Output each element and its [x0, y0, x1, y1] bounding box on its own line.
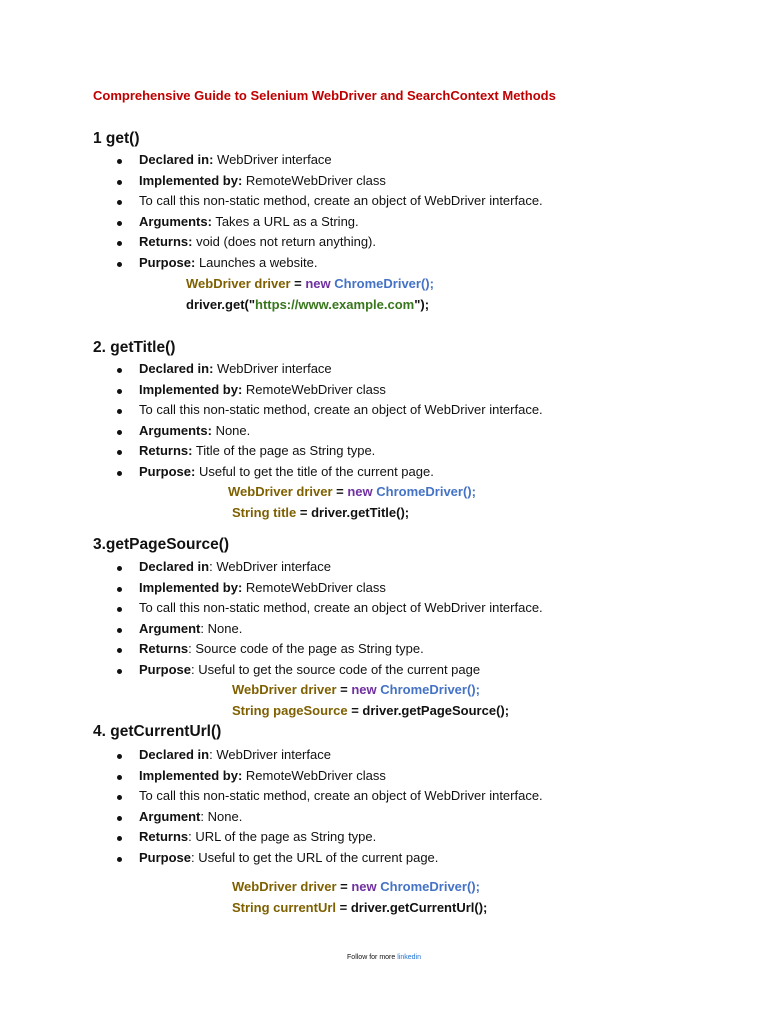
bullet-icon — [117, 221, 122, 226]
item-label: Declared in — [139, 747, 210, 762]
item-label: Purpose: — [139, 255, 196, 270]
item-label: Argument — [139, 809, 201, 824]
bullet-icon — [117, 566, 122, 571]
linkedin-link[interactable]: linkedin — [397, 954, 421, 961]
bullet-icon — [117, 450, 122, 455]
item-label: Implemented by: — [139, 768, 243, 783]
bullet-icon — [117, 262, 122, 267]
footer-text: Follow for more — [347, 954, 398, 961]
code-line — [232, 900, 487, 915]
item-value: : Useful to get the URL of the current page. — [191, 850, 439, 865]
item-label: Implemented by: — [139, 580, 243, 595]
code-token: driver.getTitle(); — [311, 505, 410, 520]
code-token: = — [290, 276, 306, 291]
code-line — [186, 297, 429, 312]
code-token: https://www.example.com — [255, 297, 415, 312]
code-line — [232, 682, 480, 697]
item-label: Declared in: — [139, 152, 214, 167]
item-label: Purpose — [139, 662, 192, 677]
code-token: = — [336, 682, 352, 697]
bullet-icon — [117, 241, 122, 246]
section-heading-getcurrenturl: 4. getCurrentUrl() — [93, 723, 222, 740]
item-value: WebDriver interface — [213, 152, 332, 167]
section-heading-get: 1 get() — [93, 130, 140, 147]
item-value: WebDriver interface — [213, 361, 332, 376]
code-token: new — [347, 484, 373, 499]
code-token: ChromeDriver(); — [376, 879, 480, 894]
item-label: Argument — [139, 621, 201, 636]
item-label: Returns: — [139, 234, 193, 249]
bullet-icon — [117, 628, 122, 633]
item-value: : WebDriver interface — [209, 747, 331, 762]
item-value: : None. — [200, 809, 243, 824]
item-value: Title of the page as String type. — [192, 443, 376, 458]
item-label: Purpose — [139, 850, 192, 865]
code-token: driver.get(" — [186, 297, 256, 312]
bullet-icon — [117, 795, 122, 800]
code-line — [186, 276, 434, 291]
code-token: ChromeDriver(); — [330, 276, 434, 291]
code-token: "); — [414, 297, 430, 312]
item-value: : Source code of the page as String type. — [188, 641, 424, 656]
code-token: String title — [232, 505, 297, 520]
code-token: ChromeDriver(); — [376, 682, 480, 697]
code-line — [228, 484, 476, 499]
bullet-icon — [117, 587, 122, 592]
code-token: = — [336, 879, 352, 894]
code-token: = — [296, 505, 312, 520]
bullet-icon — [117, 754, 122, 759]
code-line — [232, 879, 480, 894]
footer — [0, 954, 768, 961]
code-line — [232, 703, 509, 718]
bullet-icon — [117, 471, 122, 476]
item-value: Useful to get the title of the current page. — [195, 464, 434, 479]
code-token: = — [347, 703, 363, 718]
item-value: : URL of the page as String type. — [188, 829, 377, 844]
item-label: Returns: — [139, 443, 193, 458]
code-token: WebDriver driver — [232, 682, 337, 697]
item-value: None. — [211, 423, 251, 438]
bullet-icon — [117, 430, 122, 435]
item-value: To call this non-static method, create an object of WebDriver interface. — [139, 402, 543, 417]
item-value: Launches a website. — [195, 255, 318, 270]
code-token: driver.getCurrentUrl(); — [350, 900, 488, 915]
bullet-icon — [117, 368, 122, 373]
item-label: Purpose: — [139, 464, 196, 479]
code-token: WebDriver driver — [186, 276, 291, 291]
item-label: Declared in: — [139, 361, 214, 376]
code-token: = — [336, 900, 351, 915]
item-label: Declared in — [139, 559, 210, 574]
code-token: WebDriver driver — [232, 879, 337, 894]
code-token: new — [305, 276, 331, 291]
code-line — [232, 505, 409, 520]
item-value: RemoteWebDriver class — [242, 382, 386, 397]
item-value: void (does not return anything). — [192, 234, 377, 249]
item-value: : WebDriver interface — [209, 559, 331, 574]
code-token: WebDriver driver — [228, 484, 333, 499]
bullet-icon — [117, 409, 122, 414]
item-value: To call this non-static method, create an object of WebDriver interface. — [139, 193, 543, 208]
bullet-icon — [117, 816, 122, 821]
bullet-icon — [117, 669, 122, 674]
item-value: Takes a URL as a String. — [211, 214, 359, 229]
code-token: new — [351, 682, 377, 697]
item-value: : None. — [200, 621, 243, 636]
section-heading-getpagesource: 3.getPageSource() — [93, 536, 230, 553]
bullet-icon — [117, 159, 122, 164]
item-value: RemoteWebDriver class — [242, 173, 386, 188]
bullet-icon — [117, 775, 122, 780]
bullet-icon — [117, 389, 122, 394]
code-token: String pageSource — [232, 703, 348, 718]
item-value: RemoteWebDriver class — [242, 768, 386, 783]
code-token: driver.getPageSource(); — [362, 703, 510, 718]
item-value: RemoteWebDriver class — [242, 580, 386, 595]
code-token: ChromeDriver(); — [372, 484, 476, 499]
code-token: new — [351, 879, 377, 894]
code-token: = — [332, 484, 348, 499]
item-value: : Useful to get the source code of the current page — [191, 662, 481, 677]
bullet-icon — [117, 648, 122, 653]
section-heading-gettitle: 2. getTitle() — [93, 339, 176, 356]
item-label: Returns — [139, 829, 189, 844]
item-label: Implemented by: — [139, 382, 243, 397]
item-value: To call this non-static method, create an object of WebDriver interface. — [139, 788, 543, 803]
item-label: Arguments: — [139, 423, 212, 438]
bullet-icon — [117, 836, 122, 841]
code-token: String currentUrl — [232, 900, 337, 915]
bullet-icon — [117, 857, 122, 862]
bullet-icon — [117, 607, 122, 612]
document-title: Comprehensive Guide to Selenium WebDriver and SearchContext Methods — [93, 88, 556, 103]
item-value: To call this non-static method, create an object of WebDriver interface. — [139, 600, 543, 615]
item-label: Returns — [139, 641, 189, 656]
item-label: Arguments: — [139, 214, 212, 229]
bullet-icon — [117, 180, 122, 185]
item-label: Implemented by: — [139, 173, 243, 188]
bullet-icon — [117, 200, 122, 205]
